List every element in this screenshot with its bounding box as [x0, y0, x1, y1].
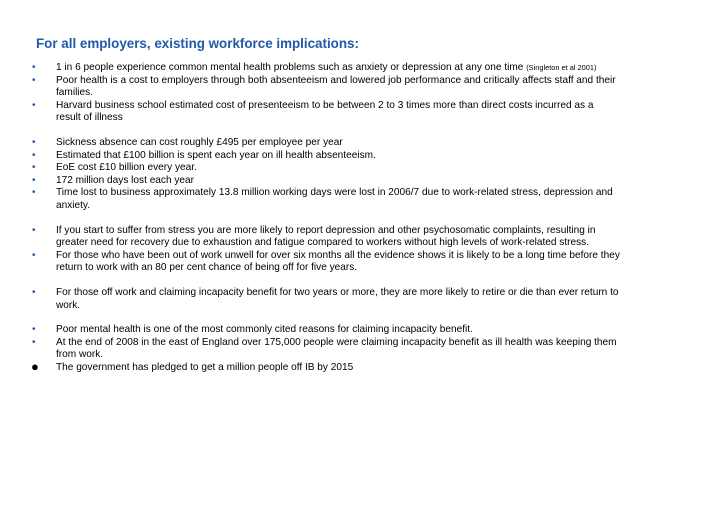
list-item-text: Poor health is a cost to employers through both absenteeism and lowered job performance and critically affects staff and their families.	[56, 74, 616, 99]
list-item-text: If you start to suffer from stress you are more likely to report depression and other psychosomatic complaints, resulting in greater need for recovery due to exhaustion and fatigue compared to workers without high levels of work-related stress.	[56, 224, 596, 249]
page-title: For all employers, existing workforce implications:	[36, 36, 359, 51]
list-item-text: Poor mental health is one of the most commonly cited reasons for claiming incapacity benefit.	[56, 324, 473, 336]
bullet-icon: •	[32, 174, 36, 186]
bullet-icon: •	[32, 324, 36, 336]
list-item	[30, 324, 620, 337]
list-item-text: Estimated that £100 billion is spent each year on ill health absenteeism.	[56, 149, 376, 161]
list-item	[30, 337, 620, 362]
bullet-icon: •	[32, 224, 36, 236]
bullet-icon: •	[32, 286, 36, 298]
bullet-icon: •	[32, 187, 36, 199]
bullet-icon: ●	[31, 358, 39, 374]
list-item-text: 1 in 6 people experience common mental health problems such as anxiety or depression at any one time	[56, 62, 527, 73]
list-item-text: For those off work and claiming incapacity benefit for two years or more, they are more likely to retire or die than ever return to work.	[56, 286, 619, 311]
list-item	[30, 358, 620, 375]
bullet-list	[30, 62, 620, 386]
bullet-icon: •	[32, 149, 36, 161]
list-item	[30, 137, 620, 150]
list-item-text: Sickness absence can cost roughly £495 per employee per year	[56, 136, 343, 148]
citation: (Singleton et al 2001)	[526, 63, 597, 72]
list-item-text: EoE cost £10 billion every year.	[56, 162, 197, 174]
bullet-icon: •	[32, 162, 36, 174]
list-item	[30, 100, 620, 125]
bullet-icon: •	[32, 336, 36, 348]
bullet-group	[30, 287, 620, 312]
list-item-text: At the end of 2008 in the east of England over 175,000 people were claiming incapacity benefit as ill health was keeping them from work.	[56, 336, 617, 361]
bullet-group	[30, 225, 620, 275]
list-item-text: Harvard business school estimated cost of presenteeism to be between 2 to 3 times more than direct costs incurred as a result of illness	[56, 99, 594, 124]
list-item	[30, 175, 620, 188]
bullet-icon: •	[32, 136, 36, 148]
list-item	[30, 187, 620, 212]
bullet-group	[30, 324, 620, 374]
list-item	[30, 150, 620, 163]
list-item-text: Time lost to business approximately 13.8 million working days were lost in 2006/7 due to work-related stress, depression and anxiety.	[56, 187, 613, 211]
list-item-text: For those who have been out of work unwell for over six months all the evidence shows it is likely to be a long time before they return to work with an 80 per cent chance of being off for five years.	[56, 249, 620, 274]
bullet-group	[30, 137, 620, 213]
bullet-icon: •	[32, 99, 36, 111]
list-item	[30, 75, 620, 100]
bullet-group	[30, 62, 620, 125]
list-item	[30, 287, 620, 312]
bullet-icon: •	[32, 62, 36, 73]
list-item	[30, 162, 620, 175]
list-item	[30, 62, 620, 75]
list-item	[30, 250, 620, 275]
bullet-icon: •	[32, 249, 36, 261]
list-item-text: The government has pledged to get a million people off IB by 2015	[56, 361, 354, 373]
list-item	[30, 225, 620, 250]
list-item-text: 172 million days lost each year	[56, 174, 195, 186]
bullet-icon: •	[32, 74, 36, 86]
